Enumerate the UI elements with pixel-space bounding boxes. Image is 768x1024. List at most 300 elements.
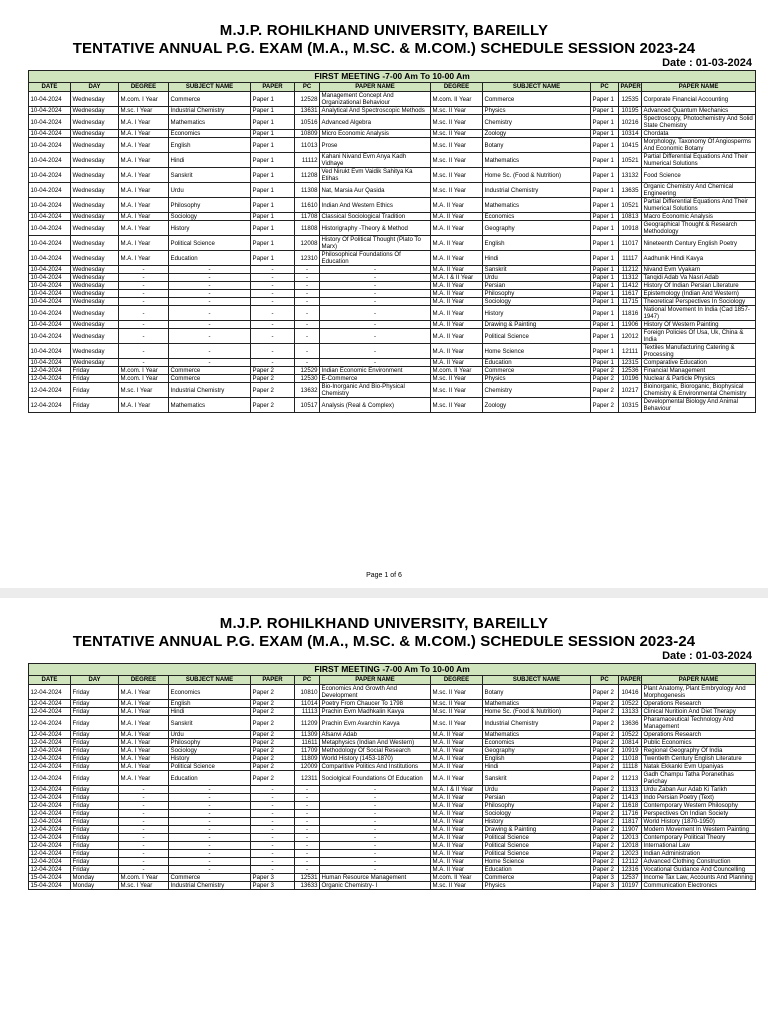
table-row [29, 716, 756, 731]
table-cell: Paper 1 [591, 298, 619, 306]
table-cell: Philosophy [483, 802, 591, 810]
table-cell: Home Sc. (Food & Nutrition) [483, 168, 591, 183]
table-row [29, 298, 756, 306]
table-cell: M.A. I Year [119, 221, 169, 236]
schedule-date: Date : 01-03-2024 [662, 650, 752, 662]
table-cell: Economics [483, 739, 591, 747]
table-row [29, 221, 756, 236]
table-cell: Wednesday [71, 306, 119, 321]
table-cell: Wednesday [71, 198, 119, 213]
table-cell: Commerce [169, 92, 251, 107]
table-cell: Friday [71, 398, 119, 413]
column-header: DAY [71, 83, 119, 92]
table-cell: Wednesday [71, 359, 119, 367]
table-cell: Paper 1 [251, 168, 295, 183]
table-cell: Wednesday [71, 266, 119, 274]
table-cell: 12112 [619, 858, 642, 866]
table-cell: Wednesday [71, 213, 119, 221]
table-cell: Morphology, Taxonomy Of Angiosperms And Economic Botany [642, 138, 756, 153]
table-cell: 11014 [295, 700, 320, 708]
table-cell: 12-04-2024 [29, 731, 71, 739]
table-cell: - [320, 266, 431, 274]
table-cell: 11209 [295, 716, 320, 731]
table-cell: Hindi [483, 251, 591, 266]
table-cell: 11309 [295, 731, 320, 739]
table-cell: 11617 [619, 290, 642, 298]
table-row [29, 739, 756, 747]
table-cell: 10-04-2024 [29, 198, 71, 213]
table-cell: 13636 [619, 716, 642, 731]
table-cell: - [119, 298, 169, 306]
column-header: DAY [71, 676, 119, 685]
table-cell: Wednesday [71, 153, 119, 168]
schedule-title: TENTATIVE ANNUAL P.G. EXAM (M.A., M.SC. & M.COM.) SCHEDULE SESSION 2023-24 [72, 40, 696, 57]
table-cell: - [251, 858, 295, 866]
table-cell: Hindi [483, 763, 591, 771]
column-header: DEGREE [119, 676, 169, 685]
table-cell: 10-04-2024 [29, 213, 71, 221]
table-cell: 10197 [619, 882, 642, 890]
table-cell: - [119, 329, 169, 344]
table-cell: Developmental Biology And Animal Behaviour [642, 398, 756, 413]
table-cell: Wednesday [71, 274, 119, 282]
table-cell: 11413 [619, 794, 642, 802]
table-cell: 11117 [619, 251, 642, 266]
table-cell: - [169, 359, 251, 367]
table-cell: Philosophy [169, 739, 251, 747]
table-cell: M.sc. I Year [119, 383, 169, 398]
table-cell: Paper 2 [251, 685, 295, 700]
table-cell: 10521 [619, 198, 642, 213]
table-cell: History [169, 221, 251, 236]
table-cell: M.A. I Year [119, 747, 169, 755]
table-cell: - [251, 321, 295, 329]
table-cell: Paper 3 [591, 882, 619, 890]
table-cell: - [320, 344, 431, 359]
table-cell: Urdu Zaban Aur Adab Ki Tarikh [642, 786, 756, 794]
table-cell: Drawing & Painting [483, 826, 591, 834]
table-cell: Paper 1 [591, 344, 619, 359]
table-cell: - [295, 810, 320, 818]
table-cell: Wednesday [71, 282, 119, 290]
table-cell: M.A. II Year [431, 329, 483, 344]
table-cell: M.sc. II Year [431, 130, 483, 138]
table-row [29, 842, 756, 850]
table-cell: - [169, 858, 251, 866]
table-cell: History Of Western Painting [642, 321, 756, 329]
table-row [29, 874, 756, 882]
table-cell: Mathematics [483, 700, 591, 708]
table-cell: 10521 [619, 153, 642, 168]
table-cell: M.A. II Year [431, 842, 483, 850]
table-cell: Education [169, 251, 251, 266]
table-cell: Kahani Nivand Evm Anya Kadh Vidhaye [320, 153, 431, 168]
table-cell: 11412 [619, 282, 642, 290]
table-cell: Persian [483, 794, 591, 802]
table-cell: - [295, 842, 320, 850]
table-cell: Chordata [642, 130, 756, 138]
table-cell: Sanskrit [169, 168, 251, 183]
table-cell: Philosophical Foundations Of Education [320, 251, 431, 266]
table-cell: Paper 3 [251, 882, 295, 890]
schedule-page-2 [0, 593, 768, 1024]
table-cell: - [169, 794, 251, 802]
table-cell: 12-04-2024 [29, 716, 71, 731]
table-cell: 12-04-2024 [29, 398, 71, 413]
table-cell: Paper 2 [591, 834, 619, 842]
table-cell: - [295, 266, 320, 274]
table-cell: 12013 [619, 834, 642, 842]
table-cell: 10919 [619, 747, 642, 755]
table-cell: - [295, 858, 320, 866]
table-cell: 10813 [619, 213, 642, 221]
table-cell: - [119, 794, 169, 802]
table-cell: Urdu [483, 786, 591, 794]
table-cell: - [169, 802, 251, 810]
table-cell: Paper 2 [251, 367, 295, 375]
table-row [29, 274, 756, 282]
table-cell: M.com. I Year [119, 92, 169, 107]
table-cell: Paper 3 [591, 874, 619, 882]
table-cell: Analytical And Spectroscopic Methods [320, 107, 431, 115]
table-cell: - [169, 282, 251, 290]
table-cell: Friday [71, 786, 119, 794]
table-cell: Wednesday [71, 221, 119, 236]
table-cell: Industrial Chemistry [169, 882, 251, 890]
table-cell: 12023 [619, 850, 642, 858]
table-cell: 11610 [295, 198, 320, 213]
table-row [29, 375, 756, 383]
table-cell: Friday [71, 842, 119, 850]
table-cell: 11708 [295, 213, 320, 221]
table-cell: - [320, 826, 431, 834]
table-cell: 10315 [619, 398, 642, 413]
column-header: PAPER [251, 83, 295, 92]
table-cell: Paper 1 [591, 282, 619, 290]
table-cell: M.A. I Year [119, 685, 169, 700]
table-cell: 12315 [619, 359, 642, 367]
table-cell: - [251, 850, 295, 858]
table-cell: English [483, 236, 591, 251]
table-cell: 12-04-2024 [29, 755, 71, 763]
table-cell: Friday [71, 716, 119, 731]
table-cell: M.A. I Year [119, 153, 169, 168]
table-cell: - [119, 842, 169, 850]
table-cell: - [119, 866, 169, 874]
table-cell: - [295, 359, 320, 367]
table-cell: Paper 1 [591, 359, 619, 367]
table-cell: - [251, 306, 295, 321]
table-cell: E-Commerce [320, 375, 431, 383]
table-cell: - [169, 344, 251, 359]
table-cell: M.A. I Year [119, 700, 169, 708]
table-cell: - [295, 826, 320, 834]
table-cell: Persian [483, 282, 591, 290]
table-cell: Public Economics [642, 739, 756, 747]
table-cell: M.A. I Year [119, 213, 169, 221]
table-cell: Prachin Evm Madhkalin Kavya [320, 708, 431, 716]
table-cell: Friday [71, 818, 119, 826]
table-row [29, 138, 756, 153]
table-cell: - [169, 826, 251, 834]
table-cell: Food Science [642, 168, 756, 183]
table-row [29, 794, 756, 802]
table-cell: Paper 2 [591, 747, 619, 755]
table-cell: Nineteenth Century English Poetry [642, 236, 756, 251]
table-cell: Vocational Guidance And Councelling [642, 866, 756, 874]
table-row [29, 771, 756, 786]
table-cell: 10-04-2024 [29, 329, 71, 344]
table-cell: M.A. I Year [119, 168, 169, 183]
table-cell: 10-04-2024 [29, 115, 71, 130]
table-cell: - [295, 794, 320, 802]
table-cell: - [119, 850, 169, 858]
table-cell: Advanced Clothing Construction [642, 858, 756, 866]
table-cell: Physics [483, 107, 591, 115]
table-cell: 15-04-2024 [29, 882, 71, 890]
table-cell: M.A. II Year [431, 321, 483, 329]
table-cell: 12-04-2024 [29, 771, 71, 786]
table-cell: 10-04-2024 [29, 282, 71, 290]
table-cell: 10-04-2024 [29, 221, 71, 236]
table-row [29, 700, 756, 708]
table-row [29, 266, 756, 274]
table-row [29, 92, 756, 107]
table-cell: Industrial Chemistry [483, 716, 591, 731]
table-cell: 15-04-2024 [29, 874, 71, 882]
table-cell: 10918 [619, 221, 642, 236]
table-cell: Economics [169, 130, 251, 138]
table-cell: 13132 [619, 168, 642, 183]
column-header: SUBJECT NAME [169, 676, 251, 685]
table-cell: 12529 [295, 367, 320, 375]
table-cell: Political Science [483, 834, 591, 842]
table-cell: M.A. II Year [431, 266, 483, 274]
table-cell: Organic Chemistry And Chemical Engineering [642, 183, 756, 198]
table-cell: Tanqidi Adab Va Nasri Adab [642, 274, 756, 282]
table-cell: Home Science [483, 858, 591, 866]
table-cell: Paper 1 [591, 130, 619, 138]
table-cell: Epistemology (Indian And Western) [642, 290, 756, 298]
table-cell: 11715 [619, 298, 642, 306]
table-cell: 12-04-2024 [29, 700, 71, 708]
table-row [29, 115, 756, 130]
table-cell: Friday [71, 755, 119, 763]
table-cell: - [251, 794, 295, 802]
header-row [29, 83, 756, 92]
table-cell: M.A. I Year [119, 183, 169, 198]
table-cell: M.A. II Year [431, 834, 483, 842]
table-cell: M.A. I Year [119, 130, 169, 138]
table-body [29, 92, 756, 413]
table-cell: M.A. II Year [431, 747, 483, 755]
table-cell: Contemporary Western Philosophy [642, 802, 756, 810]
table-cell: - [251, 344, 295, 359]
table-cell: M.sc. II Year [431, 882, 483, 890]
table-cell: Clinical Nuritioin And Diet Therapy [642, 708, 756, 716]
table-cell: 11112 [295, 153, 320, 168]
schedule-date: Date : 01-03-2024 [662, 57, 752, 69]
table-cell: History [483, 818, 591, 826]
table-cell: M.sc. II Year [431, 700, 483, 708]
table-cell: Friday [71, 367, 119, 375]
table-cell: M.sc. II Year [431, 183, 483, 198]
table-cell: 12-04-2024 [29, 375, 71, 383]
table-cell: Wednesday [71, 168, 119, 183]
table-cell: 10-04-2024 [29, 236, 71, 251]
table-cell: Paper 2 [251, 771, 295, 786]
table-cell: 11312 [619, 274, 642, 282]
table-cell: 11809 [295, 755, 320, 763]
table-cell: Paper 2 [591, 842, 619, 850]
table-cell: - [251, 329, 295, 344]
table-cell: - [119, 290, 169, 298]
table-cell: Paper 2 [251, 375, 295, 383]
table-cell: M.A. I Year [119, 708, 169, 716]
table-cell: - [119, 802, 169, 810]
table-cell: M.sc. I Year [119, 107, 169, 115]
table-cell: - [169, 818, 251, 826]
table-cell: Paper 1 [591, 183, 619, 198]
table-cell: Paper 1 [591, 321, 619, 329]
table-cell: Paper 1 [591, 153, 619, 168]
schedule-table-2 [28, 663, 755, 890]
table-cell: Organic Chemistry- I [320, 882, 431, 890]
table-cell: Micro Economic Analysis [320, 130, 431, 138]
table-cell: M.sc. II Year [431, 375, 483, 383]
table-cell: Human Resource Management [320, 874, 431, 882]
table-cell: - [251, 359, 295, 367]
table-cell: Wednesday [71, 183, 119, 198]
table-cell: M.sc. I Year [119, 882, 169, 890]
table-cell: Urdu [169, 731, 251, 739]
table-cell: M.A. II Year [431, 213, 483, 221]
table-cell: 11018 [619, 755, 642, 763]
table-cell: Paper 2 [251, 747, 295, 755]
table-cell: Nuclear & Particle Physics [642, 375, 756, 383]
table-cell: - [169, 834, 251, 842]
table-cell: Paper 2 [591, 794, 619, 802]
table-cell: Economics And Growth And Development [320, 685, 431, 700]
table-cell: - [251, 786, 295, 794]
table-cell: 12009 [295, 763, 320, 771]
table-cell: Advanced Quantum Mechanics [642, 107, 756, 115]
table-cell: Foreign Policies Of Usa, Uk, China & India [642, 329, 756, 344]
table-cell: Theoretical Perspectives In Sociology [642, 298, 756, 306]
table-cell: Philosophy [169, 198, 251, 213]
table-row [29, 367, 756, 375]
table-cell: - [119, 826, 169, 834]
table-row [29, 866, 756, 874]
table-cell: Paper 2 [591, 685, 619, 700]
table-cell: Paper 1 [251, 198, 295, 213]
table-cell: 10522 [619, 731, 642, 739]
table-cell: Paper 1 [591, 266, 619, 274]
table-cell: 12531 [295, 874, 320, 882]
column-header: PAPER NAME [642, 676, 756, 685]
table-cell: 10-04-2024 [29, 344, 71, 359]
table-cell: Friday [71, 700, 119, 708]
schedule-title: TENTATIVE ANNUAL P.G. EXAM (M.A., M.SC. & M.COM.) SCHEDULE SESSION 2023-24 [72, 633, 696, 650]
table-cell: 12530 [295, 375, 320, 383]
table-cell: Twentieth Century English Literature [642, 755, 756, 763]
table-cell: Geographical Thought & Research Methodology [642, 221, 756, 236]
table-cell: Paper 2 [591, 367, 619, 375]
table-cell: 12537 [619, 874, 642, 882]
table-cell: 12-04-2024 [29, 708, 71, 716]
table-cell: Political Science [169, 763, 251, 771]
table-cell: Friday [71, 685, 119, 700]
table-cell: 12-04-2024 [29, 367, 71, 375]
table-cell: 12111 [619, 344, 642, 359]
table-cell: - [169, 274, 251, 282]
table-cell: History [483, 306, 591, 321]
table-cell: Friday [71, 739, 119, 747]
table-cell: Paper 2 [591, 398, 619, 413]
table-cell: Drawing & Painting [483, 321, 591, 329]
table-cell: - [295, 818, 320, 826]
table-cell: Paper 2 [591, 700, 619, 708]
table-cell: M.A. II Year [431, 763, 483, 771]
table-cell: Paper 2 [591, 810, 619, 818]
column-header: PAPER NAME [320, 676, 431, 685]
table-cell: 12-04-2024 [29, 858, 71, 866]
university-title: M.J.P. ROHILKHAND UNIVERSITY, BAREILLY [219, 22, 549, 39]
table-cell: 13635 [619, 183, 642, 198]
table-cell: 11611 [295, 739, 320, 747]
table-cell: 12-04-2024 [29, 383, 71, 398]
table-cell: 12-04-2024 [29, 826, 71, 834]
table-cell: - [251, 826, 295, 834]
table-cell: 10-04-2024 [29, 251, 71, 266]
table-cell: Paper 2 [591, 826, 619, 834]
table-cell: International Law [642, 842, 756, 850]
table-cell: Sanskrit [483, 771, 591, 786]
table-cell: Analysis (Real & Complex) [320, 398, 431, 413]
table-cell: Paper 2 [591, 802, 619, 810]
table-cell: Geography [483, 747, 591, 755]
table-row [29, 810, 756, 818]
column-header: DEGREE [119, 83, 169, 92]
table-cell: - [320, 794, 431, 802]
table-cell: Wednesday [71, 115, 119, 130]
table-row [29, 153, 756, 168]
table-cell: Paper 2 [591, 708, 619, 716]
table-cell: M.A. II Year [431, 850, 483, 858]
table-cell: - [295, 866, 320, 874]
table-cell: Paper 2 [591, 786, 619, 794]
table-cell: Nivand Evm Vyakarn [642, 266, 756, 274]
table-cell: 10216 [619, 115, 642, 130]
table-cell: Aadhunik Hindi Kavya [642, 251, 756, 266]
table-cell: Paper 2 [591, 755, 619, 763]
table-cell: History [169, 755, 251, 763]
table-cell: Friday [71, 747, 119, 755]
table-cell: - [320, 866, 431, 874]
table-cell: Indian Administration [642, 850, 756, 858]
table-cell: 11618 [619, 802, 642, 810]
table-cell: 12311 [295, 771, 320, 786]
table-cell: Corporate Financial Accounting [642, 92, 756, 107]
table-cell: 12-04-2024 [29, 786, 71, 794]
table-cell: - [295, 834, 320, 842]
table-cell: Commerce [483, 367, 591, 375]
table-cell: English [169, 700, 251, 708]
table-cell: 12528 [295, 92, 320, 107]
table-body [29, 685, 756, 890]
table-cell: M.sc. II Year [431, 685, 483, 700]
table-cell: Friday [71, 708, 119, 716]
